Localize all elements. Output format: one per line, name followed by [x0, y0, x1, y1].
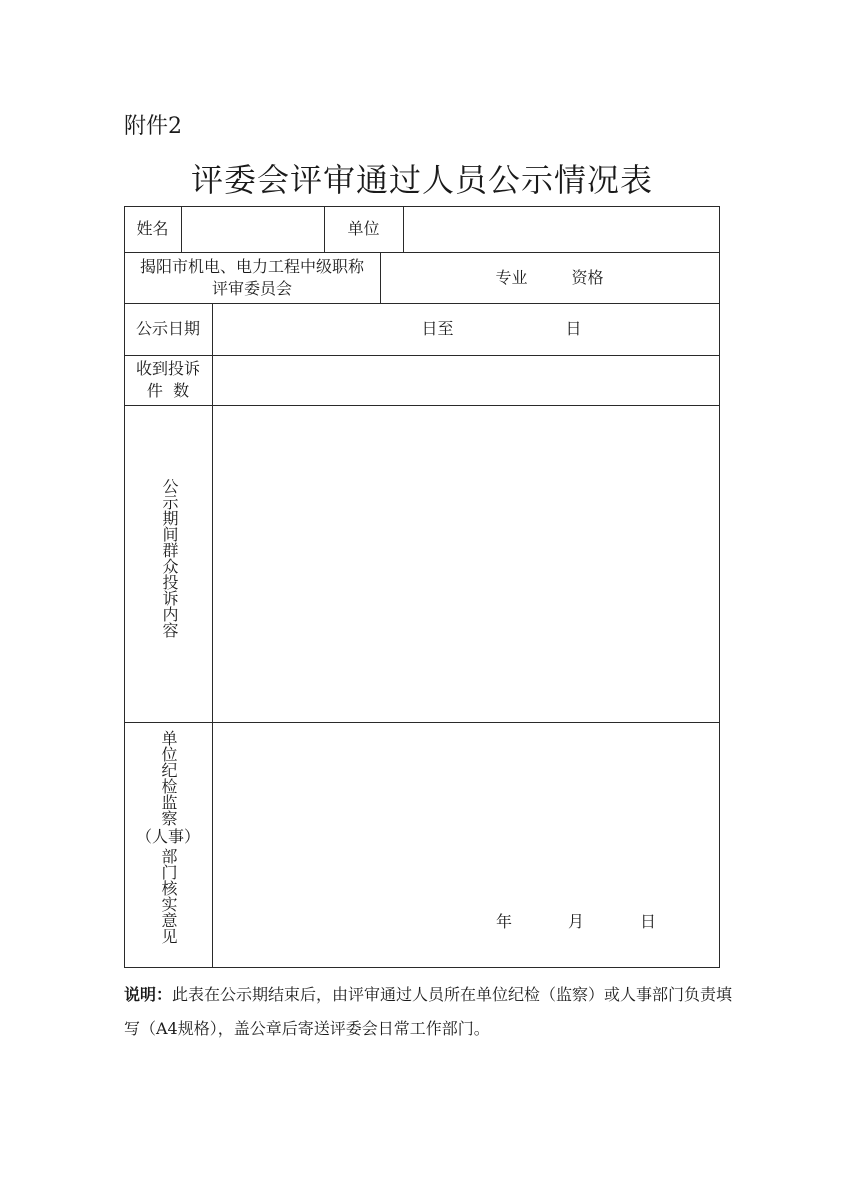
page-title: 评委会评审通过人员公示情况表 [190, 161, 653, 199]
sign-date [496, 910, 656, 934]
publicity-date-field[interactable] [212, 303, 719, 355]
major-qualification-field[interactable] [380, 252, 719, 303]
complaints-content-field[interactable] [212, 405, 719, 722]
name-field[interactable] [181, 206, 324, 252]
verification-label-part3: 部门核实意见 [159, 848, 178, 944]
sign-year: 年 [496, 912, 513, 931]
explanation-label: 说明： [124, 985, 173, 1004]
committee-name-line2: 评审委员会 [211, 278, 292, 298]
complaints-count-line1: 收到投诉 [135, 359, 200, 378]
verification-label-part1: 单位纪检监察 [159, 730, 178, 826]
publicity-date-label: 公示日期 [135, 319, 200, 338]
date-from-suffix: 日至 [421, 319, 454, 338]
explanation-text: 此表在公示期结束后，由评审通过人员所在单位纪检（监察）或人事部门负责填写（A4规格），盖公章后寄送评委会日常工作部门。 [124, 985, 733, 1038]
verification-label-part2: （人事） [135, 827, 200, 846]
sign-day: 日 [639, 912, 656, 931]
unit-label: 单位 [347, 219, 380, 238]
date-to-suffix: 日 [565, 319, 582, 338]
sign-month: 月 [567, 912, 584, 931]
attachment-label: 附件2 [124, 114, 182, 139]
major-label: 专业 [495, 267, 528, 287]
publicity-form-table [124, 206, 720, 968]
unit-field[interactable] [403, 206, 719, 252]
table-border-bottom [124, 967, 720, 968]
table-border-right [719, 206, 720, 968]
verification-label [124, 730, 212, 962]
complaints-count-field[interactable] [212, 355, 719, 405]
committee-name-line1: 揭阳市机电、电力工程中级职称 [139, 256, 364, 276]
complaints-count-label [124, 355, 212, 405]
complaints-count-line2: 件 数 [146, 381, 190, 400]
complaints-content-label: 公示期间群众投诉内容 [160, 478, 179, 638]
qualification-label: 资格 [571, 267, 604, 287]
committee-name [124, 252, 380, 303]
name-label: 姓名 [136, 219, 169, 238]
explanation-note [124, 978, 736, 1046]
